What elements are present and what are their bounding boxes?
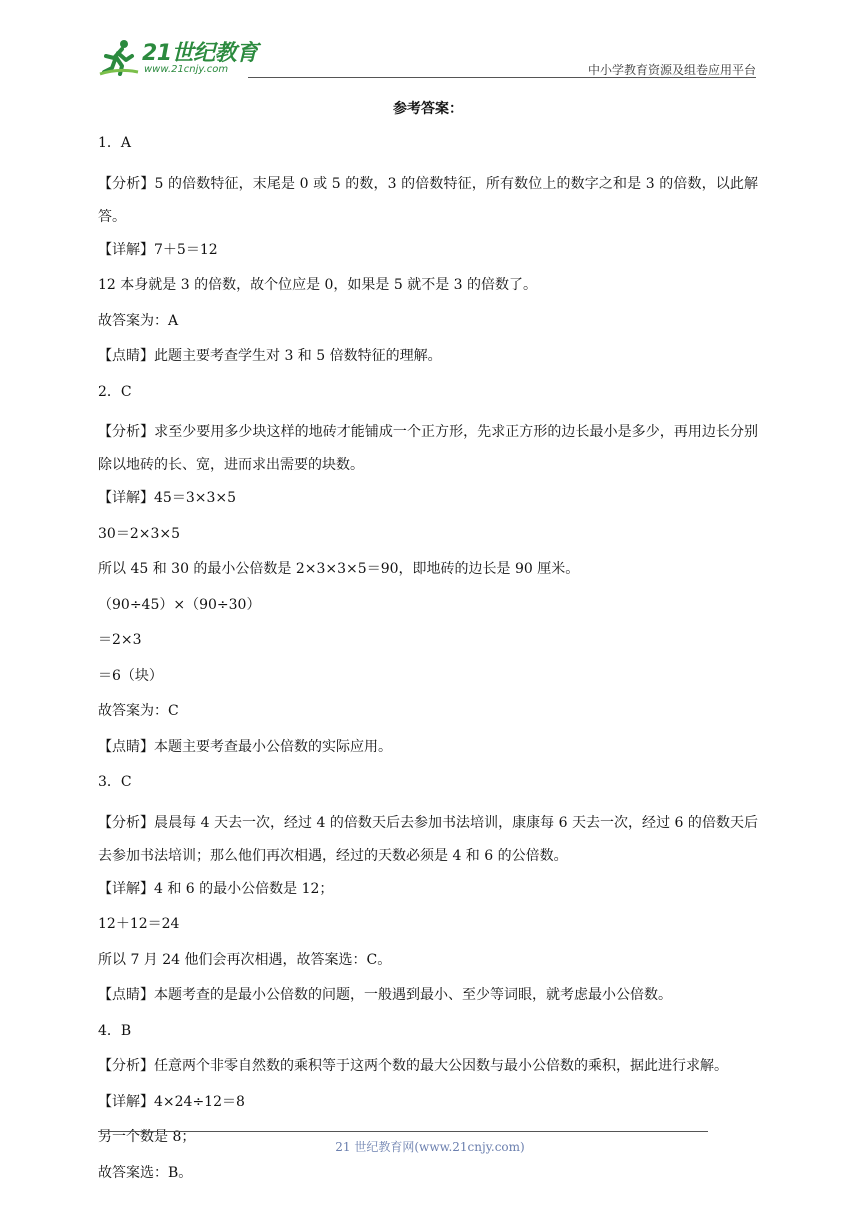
answer-line: 12＋12＝24 [98, 916, 180, 932]
answer-line: 【详解】45＝3×3×5 [98, 490, 236, 506]
answer-line: 故答案选：B。 [98, 1164, 193, 1181]
answer-line: 故答案为：A [98, 312, 179, 329]
runner-logo-icon [98, 38, 140, 76]
answer-line: 【分析】任意两个非零自然数的乘积等于这两个数的最大公因数与最小公倍数的乘积，据此进行求解。 [98, 1058, 728, 1074]
logo-text: 21世纪教育 [142, 41, 258, 66]
answer-line: 【详解】4×24÷12＝8 [98, 1093, 245, 1110]
answer-line: 12 本身就是 3 的倍数，故个位应是 0，如果是 5 就不是 3 的倍数了。 [98, 277, 538, 293]
answer-line: 故答案为：C [98, 703, 179, 719]
answer-line: 所以 45 和 30 的最小公倍数是 2×3×3×5＝90，即地砖的边长是 90 厘米。 [98, 561, 580, 577]
answer-line: 【分析】晨晨每 4 天去一次，经过 4 的倍数天后去参加书法培训，康康每 6 天去一次，经过 6 的倍数天后去参加书法培训；那么他们再次相遇，经过的天数必须是 4 和 6 的公倍数。 [98, 814, 758, 864]
answer-line: 【分析】求至少要用多少块这样的地砖才能铺成一个正方形，先求正方形的边长最小是多少，再用边长分别除以地砖的长、宽，进而求出需要的块数。 [98, 424, 758, 473]
footer-divider [98, 1131, 708, 1132]
answer-line: 【点睛】此题主要考查学生对 3 和 5 倍数特征的理解。 [98, 348, 442, 364]
answer-line: 2．C [98, 383, 132, 400]
header-platform-text: 中小学教育资源及组卷应用平台 [587, 63, 756, 77]
answer-line: 另一个数是 8； [98, 1129, 196, 1145]
page-footer: 21 世纪教育网(www.21cnjy.com) [335, 1140, 525, 1154]
answer-content [98, 98, 758, 1197]
page-header [98, 30, 756, 78]
answer-line: 【详解】4 和 6 的最小公倍数是 12； [98, 880, 334, 897]
answer-line: 4．B [98, 1022, 132, 1039]
page-title: 参考答案： [393, 101, 463, 117]
header-divider [248, 77, 756, 78]
logo-url: www.21cnjy.com [144, 64, 229, 75]
answer-line: 【分析】5 的倍数特征，末尾是 0 或 5 的数，3 的倍数特征，所有数位上的数字之和是 3 的倍数，以此解答。 [98, 175, 758, 225]
answer-line: 【详解】7＋5＝12 [98, 241, 218, 258]
answer-line: 所以 7 月 24 他们会再次相遇，故答案选：C。 [98, 951, 392, 968]
answer-line: ＝6（块） [98, 667, 163, 684]
answer-line: 3．C [98, 774, 132, 790]
answer-line: ＝2×3 [98, 632, 142, 648]
logo [98, 34, 268, 78]
answer-line: 【点睛】本题主要考查最小公倍数的实际应用。 [98, 738, 392, 755]
answer-line: 30＝2×3×5 [98, 525, 180, 542]
answer-line: 1．A [98, 135, 132, 151]
answer-line: 【点睛】本题考查的是最小公倍数的问题，一般遇到最小、至少等词眼，就考虑最小公倍数。 [98, 987, 672, 1003]
answer-line: （90÷45）×（90÷30） [98, 596, 261, 613]
